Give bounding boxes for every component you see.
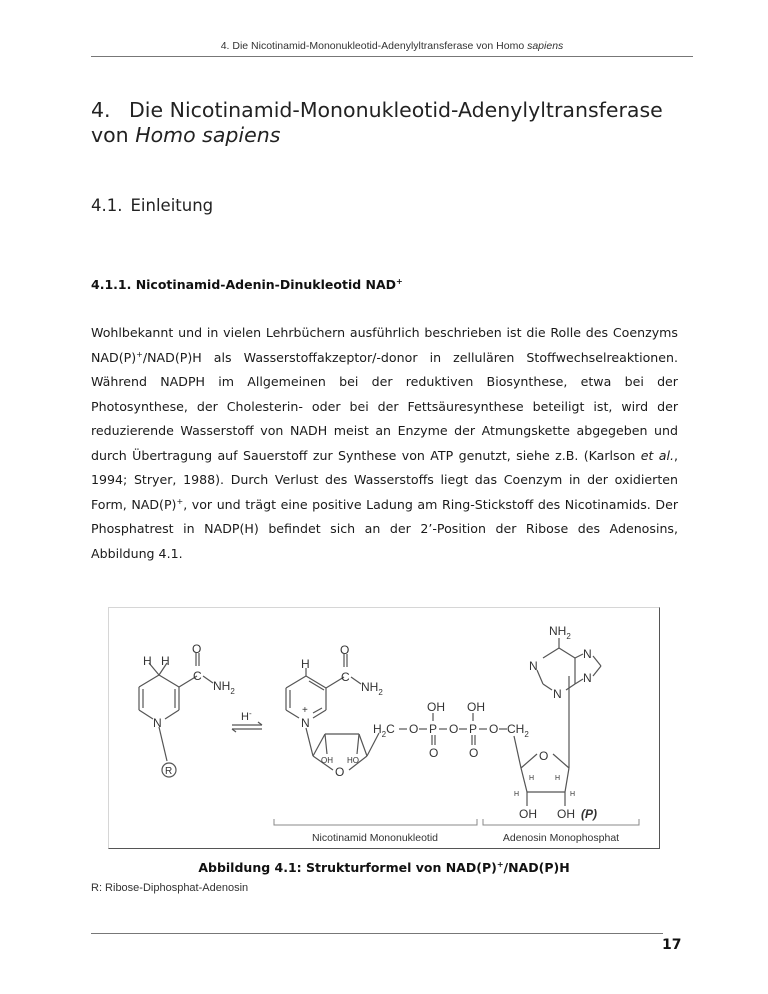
atom-o: O <box>340 643 350 657</box>
footer-rule <box>91 933 663 934</box>
atom-h: H <box>301 657 310 671</box>
chapter-title-species: Homo sapiens <box>135 123 281 147</box>
bracket-label-nmn: Nicotinamid Mononukleotid <box>311 832 439 844</box>
body-paragraph <box>91 321 678 566</box>
ribose-o: O <box>539 749 549 763</box>
positive-charge: + <box>302 705 308 716</box>
ribose-h: H <box>555 775 561 782</box>
phosphate-oh: OH <box>467 700 485 714</box>
running-header-text: 4. Die Nicotinamid-Mononukleotid-Adenylyltransferase von Homo <box>220 40 528 52</box>
atom-n: N <box>553 687 562 701</box>
running-header <box>91 40 693 57</box>
atom-o: O <box>469 746 479 760</box>
atom-n-plus: N <box>301 716 310 730</box>
ribose-h: H <box>514 791 520 798</box>
ribose-oh: OH <box>557 807 575 821</box>
atom-o: O <box>449 722 459 736</box>
group-nh2: $NH_2$ <box>361 680 383 697</box>
paragraph-italic-et-al: et al. <box>640 447 674 463</box>
chapter-number: 4. <box>91 98 111 122</box>
ribose-h: H <box>529 775 535 782</box>
section-name: Einleitung <box>130 196 214 215</box>
nad-nicotinamide-ring <box>286 654 361 756</box>
paragraph-part-4: , vor und trägt eine positive Ladung am Ring-Stickstoff des Nicotinamids. Der Phosphatrest in NADP(H) befindet sich an der 2’-Position der Ribose des Adenosins, Abbildung 4.1. <box>91 496 678 561</box>
r-residue-label: R <box>165 766 173 777</box>
subsection-text: 4.1.1. Nicotinamid-Adenin-Dinukleotid NAD <box>91 277 397 292</box>
atom-o: O <box>429 746 439 760</box>
ribose-oh: OH <box>321 756 333 765</box>
figure-structure-nadp <box>108 607 660 849</box>
structure-formula-drawing <box>109 608 659 848</box>
chapter-title-prefix: von <box>91 123 136 147</box>
atom-n: N <box>153 716 162 730</box>
group-ch2: $CH_2$ <box>507 722 529 739</box>
caption-text: Abbildung 4.1: Strukturformel von NAD(P) <box>198 860 497 875</box>
paragraph-sup-1: + <box>136 349 143 359</box>
atom-o: O <box>192 642 202 656</box>
group-nh2: $NH_2$ <box>213 679 235 696</box>
figure-caption <box>0 860 768 875</box>
figure-legend-note: R: Ribose-Diphosphat-Adenosin <box>91 882 249 894</box>
chapter-title <box>91 98 711 148</box>
atom-n: N <box>583 647 592 661</box>
atom-c: C <box>341 670 350 684</box>
equilibrium-arrow <box>232 722 262 732</box>
page-number: 17 <box>662 937 682 953</box>
running-header-italic: sapiens <box>527 40 564 52</box>
ribose-ho: HO <box>347 756 359 765</box>
paragraph-sup-2: + <box>176 496 184 506</box>
atom-p: P <box>469 722 478 736</box>
paragraph-part-1: Wohlbekannt und in vielen Lehrbüchern ausführlich beschrieben ist die Rolle des Coenzyms NAD(P) <box>91 325 678 365</box>
atom-h: H <box>143 654 152 668</box>
ribose-o: O <box>335 765 345 779</box>
adenine-nh2: $NH_2$ <box>549 624 571 641</box>
phosphate-oh: OH <box>427 700 445 714</box>
subsection-sup: + <box>396 276 403 286</box>
group-h2c: $H_2C$ <box>373 722 395 739</box>
paragraph-part-3: , 1994; Stryer, 1988). Durch Verlust des Wasserstoffs liegt das Coenzym in der oxidierten Form, NAD(P) <box>91 447 678 512</box>
caption-sup: + <box>496 859 504 869</box>
atom-n: N <box>583 671 592 685</box>
phosphate-position-marker: (P) <box>581 807 597 821</box>
paragraph-part-2: /NAD(P)H als Wasserstoffakzeptor/-donor in zellulären Stoffwechselreaktionen. Während NADPH im Allgemeinen bei der reduktiven Biosynthese, etwa bei der Photosynthese, der Cholesterin- oder bei der Fettsäuresynthese beteiligt ist, wird der reduzierende Wasserstoff von NADH meist an Enzyme der Atmungskette abgegeben und durch Übertragung auf Sauerstoff zur Synthese von ATP genutzt, siehe z.B. (Karlson <box>91 349 678 463</box>
atom-o: O <box>489 722 499 736</box>
caption-suffix: /NAD(P)H <box>503 860 570 875</box>
bracket-label-amp: Adenosin Monophosphat <box>502 832 620 844</box>
ribose-h: H <box>570 791 576 798</box>
chapter-title-line1: Die Nicotinamid-Mononukleotid-Adenylyltransferase <box>129 98 663 122</box>
section-number: 4.1. <box>91 196 123 215</box>
ribose-oh: OH <box>519 807 537 821</box>
nadh-nicotinamide-ring <box>139 653 213 777</box>
atom-n: N <box>529 659 538 673</box>
atom-h: H <box>161 654 170 668</box>
subsection-title <box>91 277 403 292</box>
section-title <box>91 196 213 215</box>
hydride-label: H- <box>241 709 252 723</box>
atom-c: C <box>193 669 202 683</box>
atom-o: O <box>409 722 419 736</box>
atom-p: P <box>429 722 438 736</box>
